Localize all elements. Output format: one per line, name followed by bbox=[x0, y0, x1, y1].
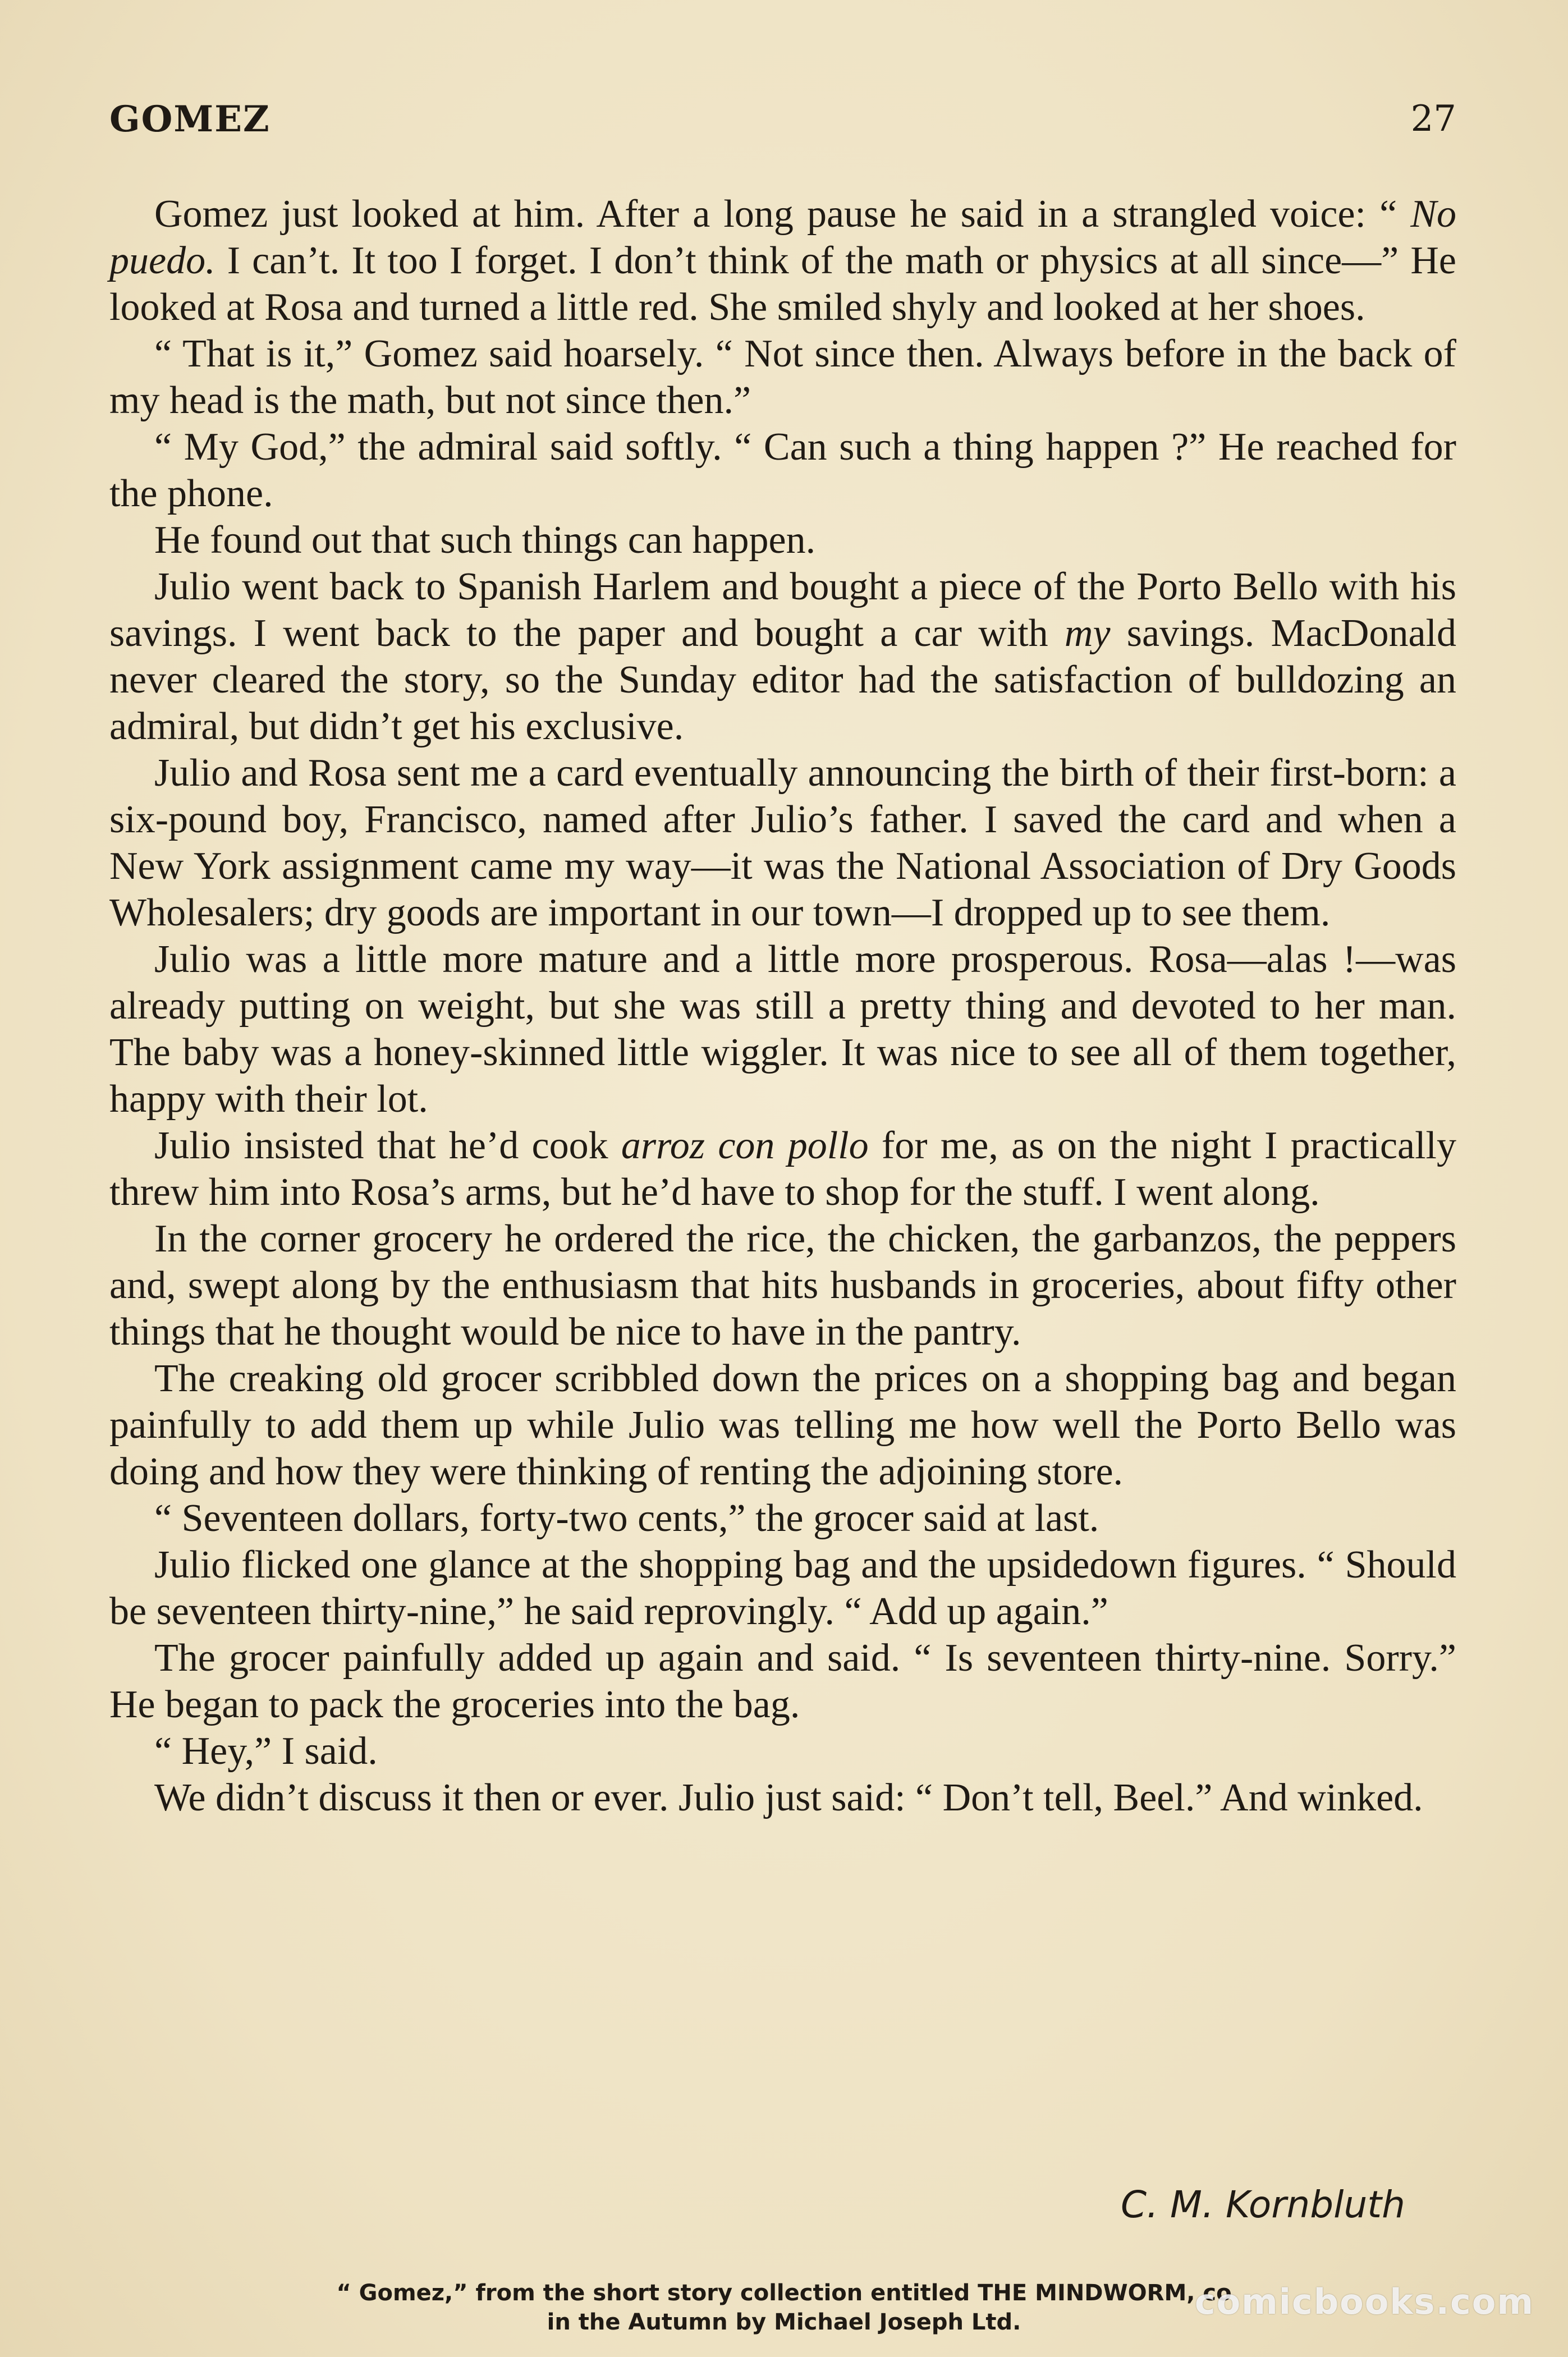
running-title: GOMEZ bbox=[109, 98, 270, 140]
paragraph: “ Hey,” I said. bbox=[154, 1730, 378, 1773]
italic-text: my bbox=[1064, 612, 1111, 655]
paragraph: We didn’t discuss it then or ever. Julio just said: “ Don’t tell, Beel.” And winked. bbox=[154, 1776, 1423, 1819]
paragraph: “ My God,” the admiral said softly. “ Can such a thing happen ?” He reached for the phone. bbox=[109, 425, 1456, 515]
author-signature: C. M. Kornbluth bbox=[1121, 2183, 1405, 2226]
paragraph: Julio flicked one glance at the shopping bag and the upsidedown figures. “ Should be seventeen thirty-nine,” he said reprovingly. “ Add up again.” bbox=[109, 1543, 1456, 1633]
page-number: 27 bbox=[1410, 98, 1456, 140]
paragraph: “ Seventeen dollars, forty-two cents,” the grocer said at last. bbox=[154, 1497, 1099, 1540]
watermark: comicbooks.com bbox=[1194, 2281, 1534, 2322]
paragraph: He found out that such things can happen. bbox=[154, 519, 816, 562]
paragraph: Julio was a little more mature and a little more prosperous. Rosa—alas !—was already putting on weight, but she was still a pretty thing and devoted to her man. The baby was a honey-skinned little wiggler. It was nice to see all of them together, happy with their lot. bbox=[109, 938, 1456, 1121]
paragraph: Julio insisted that he’d cook arroz con pollo for me, as on the night I practically threw him into Rosa’s arms, but he’d have to shop for the stuff. I went along. bbox=[109, 1124, 1457, 1214]
paragraph: Julio went back to Spanish Harlem and bought a piece of the Porto Bello with his savings. I went back to the paper and bought a car with my savings. MacDonald never cleared the story, so the Sunday editor had the satisfaction of bulldozing an admiral, but didn’t get his exclusive. bbox=[109, 565, 1456, 748]
paragraph: “ That is it,” Gomez said hoarsely. “ Not since then. Always before in the back of my head is the math, but not since then.” bbox=[109, 332, 1456, 422]
paragraph: In the corner grocery he ordered the rice, the chicken, the garbanzos, the peppers and, swept along by the enthusiasm that hits husbands in groceries, about fifty other things that he thought would be nice to have in the pantry. bbox=[109, 1217, 1456, 1354]
paragraph: Gomez just looked at him. After a long pause he said in a strangled voice: “ No puedo. I can’t. It too I forget. I don’t think of the math or physics at all since—” He looked at Rosa and turned a little red. She smiled shyly and looked at her shoes. bbox=[109, 192, 1456, 329]
paragraph: The grocer painfully added up again and said. “ Is seventeen thirty-nine. Sorry.” He began to pack the groceries into the bag. bbox=[109, 1636, 1456, 1726]
italic-text: arroz con pollo bbox=[621, 1124, 869, 1167]
italic-text: No puedo. bbox=[109, 192, 1456, 282]
footnote-line-1: “ Gomez,” from the short story collection entitled THE MINDWORM, co bbox=[336, 2280, 1232, 2306]
paragraph: The creaking old grocer scribbled down the prices on a shopping bag and began painfully to add them up while Julio was telling me how well the Porto Bello was doing and how they were thinking of renting the adjoining store. bbox=[109, 1357, 1456, 1493]
footnote-line-2: in the Autumn by Michael Joseph Ltd. bbox=[547, 2309, 1021, 2335]
story-body bbox=[109, 191, 1456, 1821]
paragraph: Julio and Rosa sent me a card eventually announcing the birth of their first-born: a six-pound boy, Francisco, named after Julio’s father. I saved the card and when a New York assignment came my way—it was the National Association of Dry Goods Wholesalers; dry goods are important in our town—I dropped up to see them. bbox=[109, 751, 1456, 934]
running-head bbox=[109, 98, 1456, 149]
